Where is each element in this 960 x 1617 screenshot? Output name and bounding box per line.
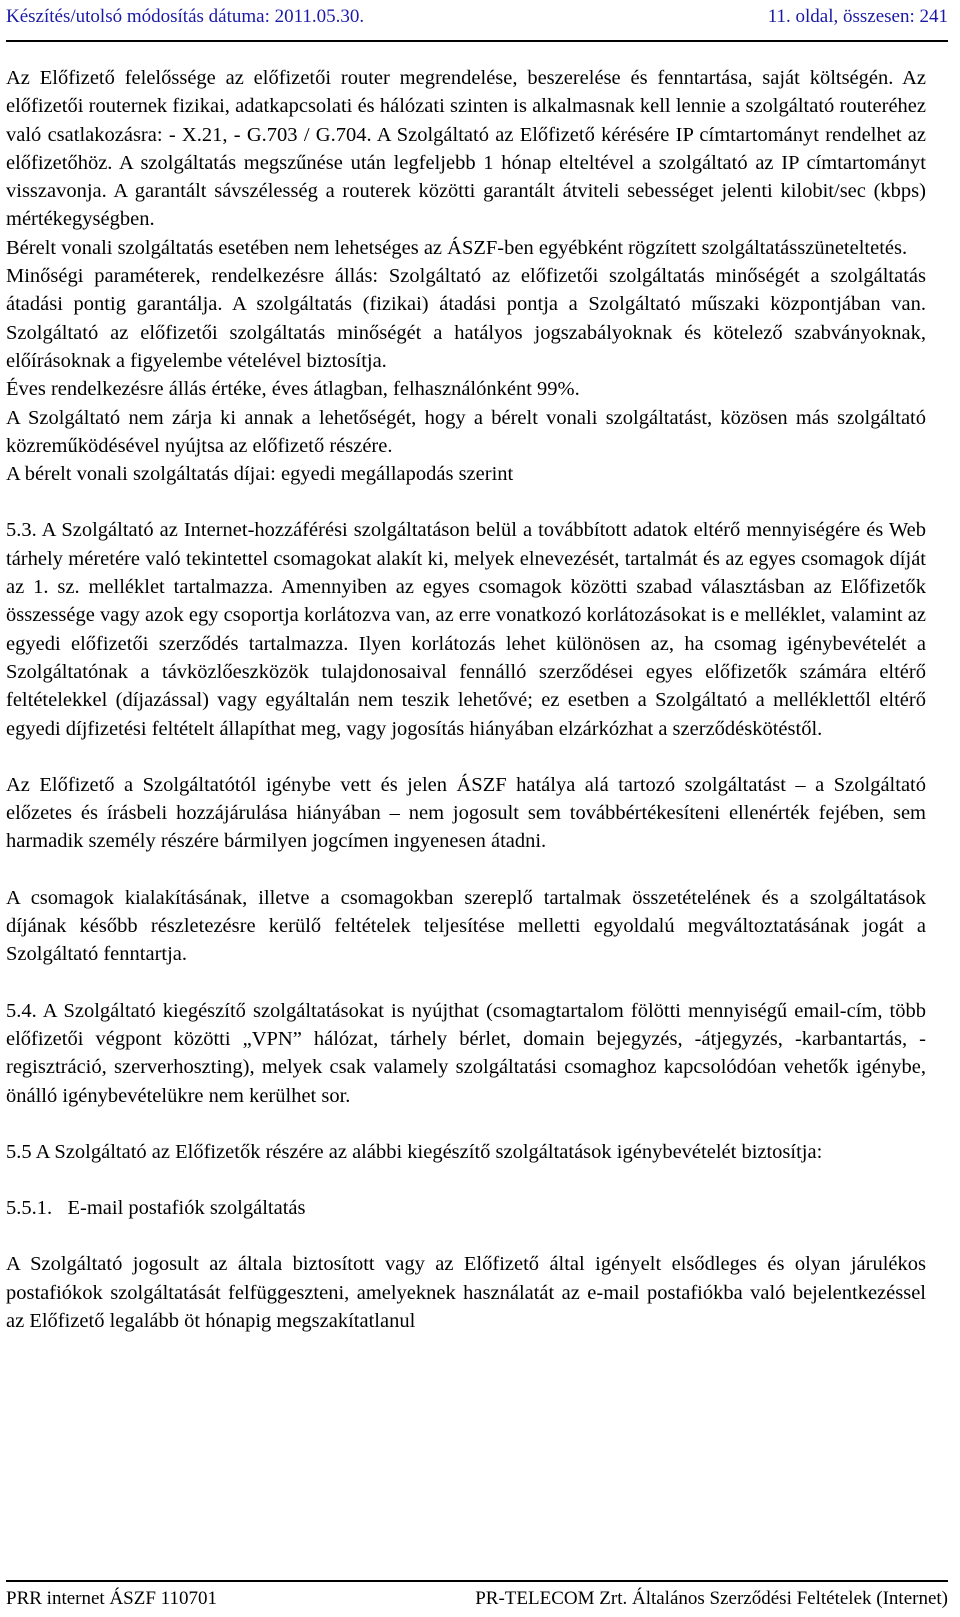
paragraph-quality: Minőségi paraméterek, rendelkezésre állás: Szolgáltató az előfizetői szolgáltatás minőségét a szolgáltatás átadási pontig garantálja. A szolgáltatás (fizikai) átadási pontja a Szolgáltató műszaki központjában van. Szolgáltató az előfizetői szolgáltatás minőségét a hatályos jogszabályoknak és kötelező szabványoknak, előírásoknak a figyelembe vételével biztosítja.	[6, 265, 926, 372]
header-page-number: 11. oldal, összesen: 241	[767, 6, 948, 27]
section-5-5-1-heading: 5.5.1. E-mail postafiók szolgáltatás	[6, 1197, 306, 1220]
page-footer	[6, 1580, 948, 1616]
paragraph-router: Az Előfizető felelőssége az előfizetői router megrendelése, beszerelése és fenntartása, saját költségén. Az előfizetői routernek fizikai, adatkapcsolati és hálózati szinten is alkalmasnak kell lennie a szolgáltató routeréhez való csatlakozásra: - X.21, - G.703 / G.704. A Szolgáltató az Előfizető kérésére IP címtartományt rendelhet az előfizetőhöz. A szolgáltatás megszűnése után legfeljebb 1 hónap elteltével a szolgáltató az IP címtartományt visszavonja. A garantált sávszélesség a routerek közötti garantált átviteli sebességet jelenti kilobit/sec (kbps) mértékegységben.	[6, 67, 926, 231]
paragraph-resale: Az Előfizető a Szolgáltatótól igénybe vett és jelen ÁSZF hatálya alá tartozó szolgáltatást – a Szolgáltató előzetes és írásbeli hozzájárulása hiányában – nem jogosult sem továbbértékesíteni ellenérték fejében, sem harmadik személy részére bármilyen jogcímen ingyenesen átadni.	[6, 773, 926, 853]
paragraph-cooperation: A Szolgáltató nem zárja ki annak a lehetőségét, hogy a bérelt vonali szolgáltatást, közösen más szolgáltató közreműködésével nyújtsa az előfizető részére.	[6, 406, 926, 457]
paragraph-fees: A bérelt vonali szolgáltatás díjai: egyedi megállapodás szerint	[6, 463, 514, 486]
paragraph-suspension: Bérelt vonali szolgáltatás esetében nem lehetséges az ÁSZF-ben egyébként rögzített szolgáltatásszüneteltetés.	[6, 236, 908, 259]
document-body	[6, 64, 926, 1335]
section-5-4: 5.4. A Szolgáltató kiegészítő szolgáltatásokat is nyújthat (csomagtartalom fölötti mennyiségű email-cím, több előfizetői végpont közötti „VPN” hálózat, tárhely bérlet, domain bejegyzés, -átjegyzés, -karbantartás, -regisztráció, szerverhoszting), melyek csak valamely szolgáltatási csomaghoz kapcsolódóan vehetők igénybe, önálló igénybevételükre nem kerülhet sor.	[6, 999, 926, 1107]
section-5-3: 5.3. A Szolgáltató az Internet-hozzáférési szolgáltatáson belül a továbbított adatok eltérő mennyiségére és Web tárhely méretére való tekintettel csomagokat alakít ki, melyek elnevezését, tartalmát és az egyes csomagok díját az 1. sz. melléklet tartalmazza. Amennyiben az egyes csomagok közötti szabad választásban az Előfizetők összessége vagy azok egy csoportja korlátozva van, az erre vonatkozó korlátozásokat is e melléklet, valamint az egyedi előfizetői szerződés tartalmazza. Ilyen korlátozás lehet különösen az, ha csomag igénybevételét a Szolgáltatónak a távközlőeszközök tulajdonosaival fennálló szerződései egyes előfizetők számára eltérő feltételekkel (díjazással) vagy egyáltalán nem teszik lehetővé; ez esetben a Szolgáltató a melléklettől eltérő egyedi díjfizetési feltételt állapíthat meg, vagy jogosítás hiányában elzárkózhat a szerződéskötéstől.	[6, 519, 926, 740]
footer-document-id: PRR internet ÁSZF 110701	[6, 1588, 217, 1609]
page-header	[6, 6, 948, 42]
header-date: Készítés/utolsó módosítás dátuma: 2011.05.30.	[6, 6, 365, 27]
paragraph-mailbox: A Szolgáltató jogosult az általa biztosított vagy az Előfizető által igényelt elsődleges és olyan járulékos postafiókok szolgáltatását felfüggeszteni, amelyeknek használatát az e-mail postafiókba való bejelentkezéssel az Előfizető legalább öt hónapig megszakítatlanul	[6, 1253, 926, 1332]
footer-company: PR-TELECOM Zrt. Általános Szerződési Feltételek (Internet)	[475, 1588, 948, 1609]
section-5-5: 5.5 A Szolgáltató az Előfizetők részére az alábbi kiegészítő szolgáltatások igénybevételét biztosítja:	[6, 1140, 823, 1163]
paragraph-availability: Éves rendelkezésre állás értéke, éves átlagban, felhasználónként 99%.	[6, 378, 580, 401]
paragraph-package-changes: A csomagok kialakításának, illetve a csomagokban szereplő tartalmak összetételének és a szolgáltatások díjának később részletezésre kerülő feltételek teljesítése melletti egyoldalú megváltoztatásának jogát a Szolgáltató fenntartja.	[6, 886, 926, 966]
